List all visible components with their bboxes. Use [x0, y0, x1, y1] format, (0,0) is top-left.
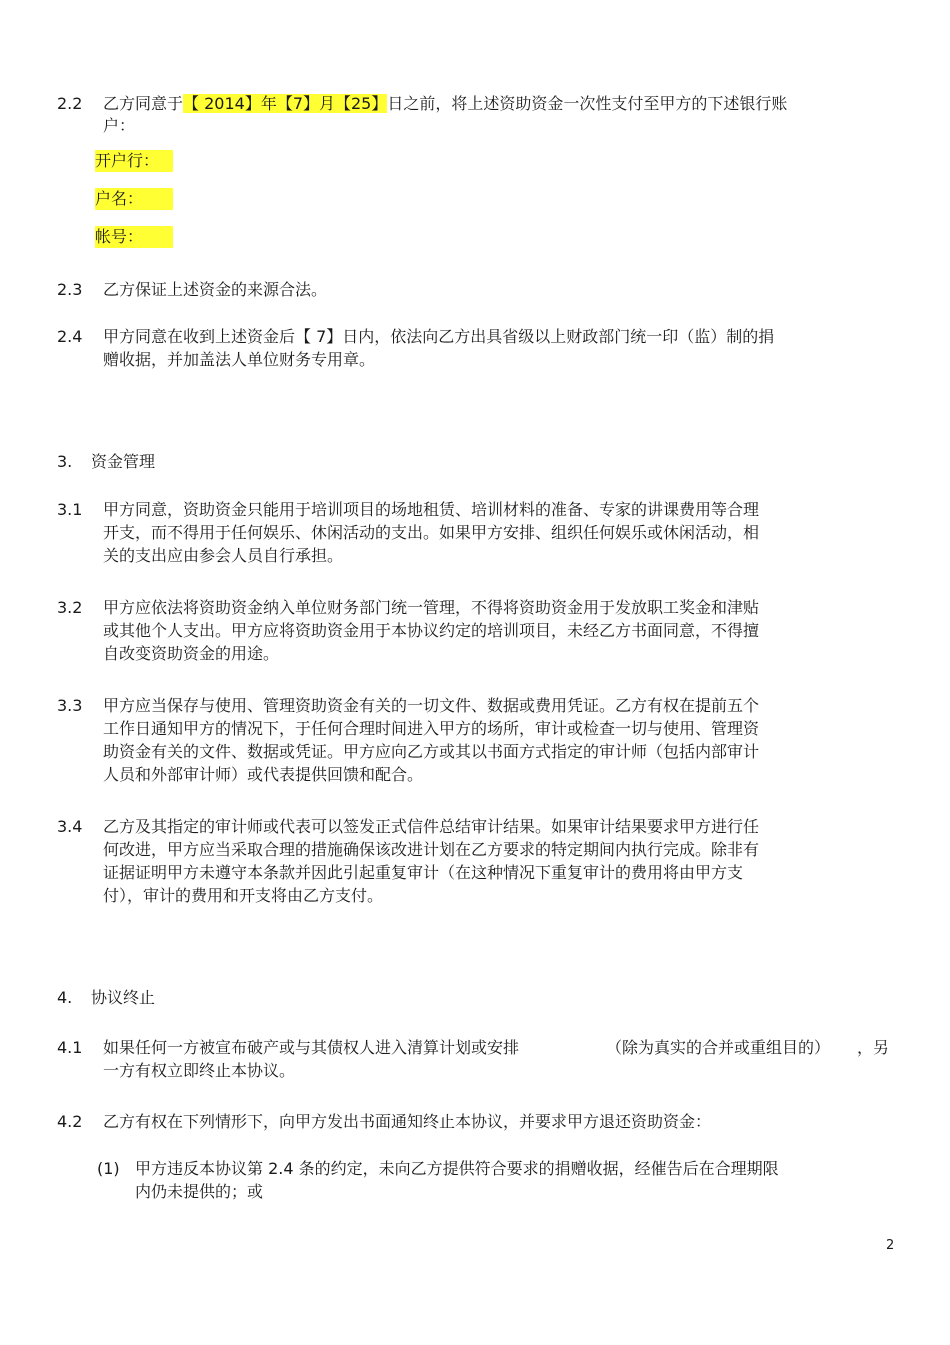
subclause-number: (1)	[97, 1159, 120, 1178]
section-title-termination: 协议终止	[91, 988, 156, 1007]
clause-3-4-line-2: 何改进，甲方应当采取合理的措施确保该改进计划在乙方要求的特定期间内执行完成。除非有	[103, 840, 760, 859]
subclause-1-line-1: 甲方违反本协议第 2.4 条的约定，未向乙方提供符合要求的捐赠收据，经催告后在合理期限	[135, 1159, 779, 1178]
subclause-1-line-2: 内仍未提供的；或	[135, 1182, 264, 1201]
clause-4-1-line-1c: ，另	[857, 1038, 890, 1057]
clause-number: 2.2	[57, 94, 83, 113]
page-number: 2	[886, 1238, 895, 1253]
clause-4-1-line-1a: 如果任何一方被宣布破产或与其债权人进入清算计划或安排	[103, 1038, 520, 1057]
clause-3-1-line-2: 开支，而不得用于任何娱乐、休闲活动的支出。如果甲方安排、组织任何娱乐或休闲活动，相	[103, 523, 760, 542]
account-number-field: 帐号：	[95, 226, 173, 248]
clause-number: 4.2	[57, 1112, 83, 1131]
clause-3-2-line-1: 甲方应依法将资助资金纳入单位财务部门统一管理，不得将资助资金用于发放职工奖金和津贴	[103, 598, 760, 617]
clause-4-1-line-2: 一方有权立即终止本协议。	[103, 1061, 296, 1080]
clause-2-4-line-2: 赠收据，并加盖法人单位财务专用章。	[103, 350, 376, 369]
date-highlight: 【 2014】年【7】月【25】	[183, 94, 388, 113]
bank-field: 开户行：	[95, 150, 173, 172]
clause-3-4-line-4: 付），审计的费用和开支将由乙方支付。	[103, 886, 384, 905]
clause-3-4-line-1: 乙方及其指定的审计师或代表可以签发正式信件总结审计结果。如果审计结果要求甲方进行任	[103, 817, 760, 836]
clause-3-4-line-3: 证据证明甲方未遵守本条款并因此引起重复审计（在这种情况下重复审计的费用将由甲方支	[103, 863, 744, 882]
clause-3-2-line-2: 或其他个人支出。甲方应将资助资金用于本协议约定的培训项目，未经乙方书面同意，不得擅	[103, 621, 760, 640]
clause-number: 3.2	[57, 598, 83, 617]
section-number: 4.	[57, 988, 73, 1007]
section-title-fund-management: 资金管理	[91, 452, 156, 471]
clause-2-2-text-post: 日之前，将上述资助资金一次性支付至甲方的下述银行账	[387, 94, 788, 113]
clause-3-3-line-3: 助资金有关的文件、数据或凭证。甲方应向乙方或其以书面方式指定的审计师（包括内部审计	[103, 742, 760, 761]
clause-2-3-line-1: 乙方保证上述资金的来源合法。	[103, 280, 328, 299]
clause-number: 2.4	[57, 327, 83, 346]
clause-3-2-line-3: 自改变资助资金的用途。	[103, 644, 280, 663]
clause-number: 3.4	[57, 817, 83, 836]
clause-4-1-line-1b: （除为真实的合并或重组目的）	[606, 1038, 831, 1057]
clause-3-3-line-4: 人员和外部审计师）或代表提供回馈和配合。	[103, 765, 424, 784]
section-number: 3.	[57, 452, 73, 471]
clause-number: 3.1	[57, 500, 83, 519]
clause-number: 2.3	[57, 280, 83, 299]
clause-3-3-line-2: 工作日通知甲方的情况下，于任何合理时间进入甲方的场所，审计或检查一切与使用、管理资	[103, 719, 760, 738]
clause-2-2-line-2: 户：	[103, 116, 136, 135]
clause-2-2-line-1	[103, 93, 787, 115]
clause-number: 3.3	[57, 696, 83, 715]
clause-3-3-line-1: 甲方应当保存与使用、管理资助资金有关的一切文件、数据或费用凭证。乙方有权在提前五个	[103, 696, 760, 715]
clause-3-1-line-1: 甲方同意，资助资金只能用于培训项目的场地租赁、培训材料的准备、专家的讲课费用等合理	[103, 500, 760, 519]
clause-3-1-line-3: 关的支出应由参会人员自行承担。	[103, 546, 344, 565]
clause-4-2-line-1: 乙方有权在下列情形下，向甲方发出书面通知终止本协议，并要求甲方退还资助资金：	[103, 1112, 712, 1131]
account-name-field: 户名：	[95, 188, 173, 210]
clause-2-2-text-pre: 乙方同意于	[103, 94, 184, 113]
clause-2-4-line-1: 甲方同意在收到上述资金后【 7】日内，依法向乙方出具省级以上财政部门统一印（监）制的捐	[103, 327, 775, 346]
clause-number: 4.1	[57, 1038, 83, 1057]
